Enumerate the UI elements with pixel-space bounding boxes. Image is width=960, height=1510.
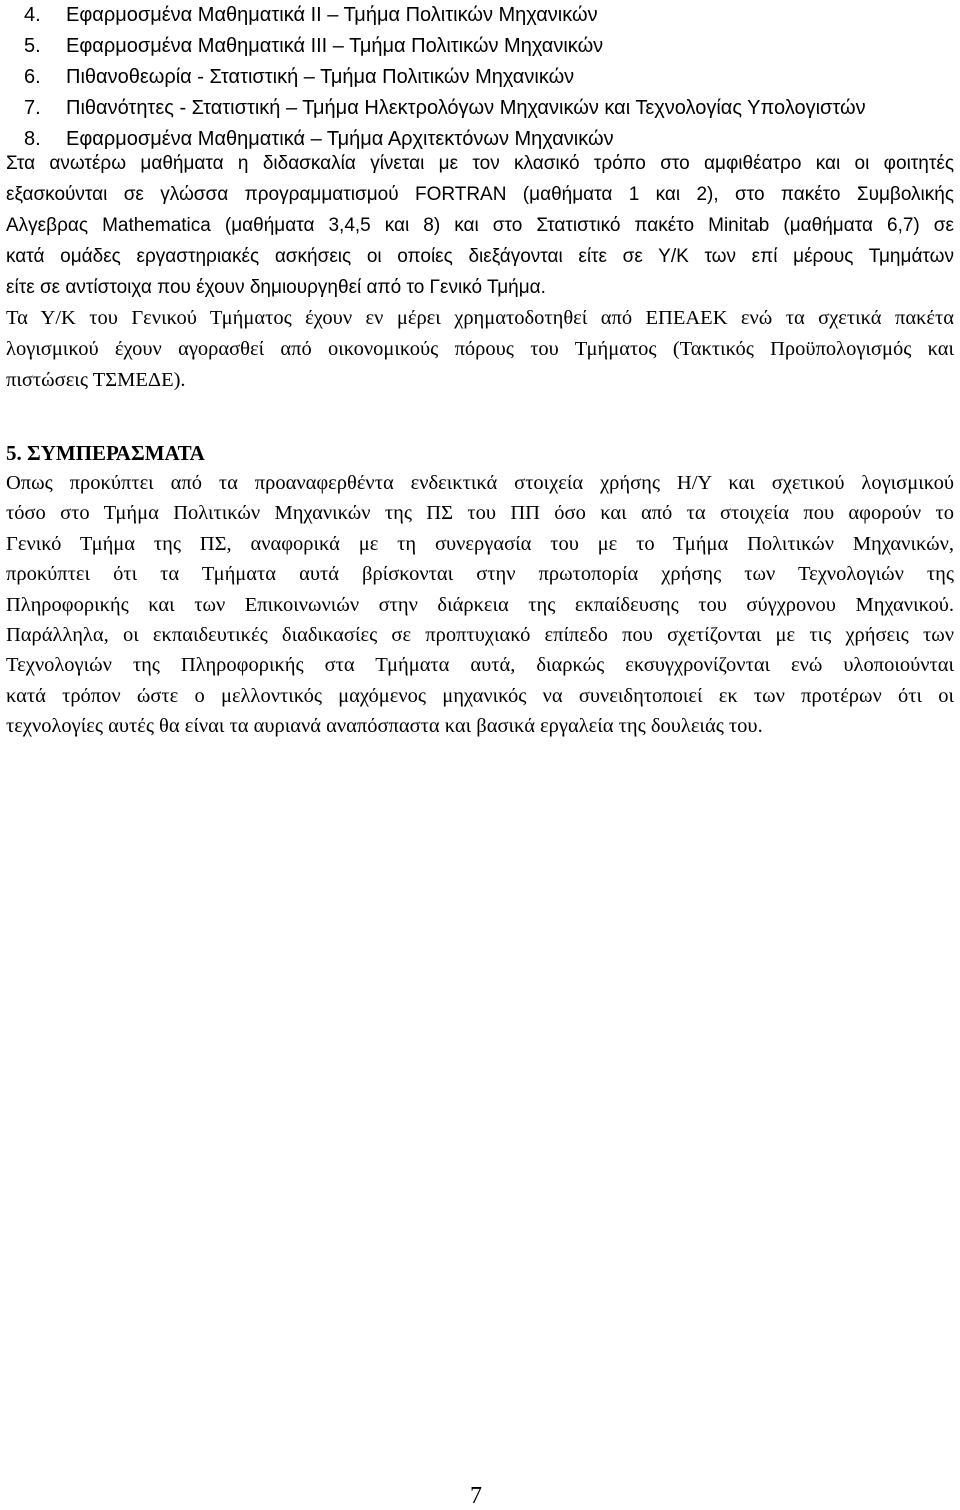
page-number: 7 [470, 1483, 482, 1509]
list-item [24, 93, 944, 124]
paragraph-line: Πληροφορικής και των Επικοινωνιών στην διάρκεια της εκπαίδευσης του σύγχρονου Μηχανικού. [6, 593, 954, 616]
list-item-number: 8. [24, 128, 41, 150]
list-item-text: Πιθανοθεωρία - Στατιστική – Τμήμα Πολιτικών Μηχανικών [66, 66, 575, 88]
paragraph-line: λογισμικού έχουν αγορασθεί από οικονομικούς πόρους του Τμήματος (Τακτικός Προϋπολογισμός και [6, 338, 954, 360]
list-item-text: Εφαρμοσμένα Μαθηματικά ΙΙΙ – Τμήμα Πολιτικών Μηχανικών [66, 35, 604, 57]
paragraph-line: κατά ομάδες εργαστηριακές ασκήσεις οι οποίες διεξάγονται είτε σε Υ/Κ των επί μέρους Τμημάτων [6, 246, 954, 267]
paragraph-line: Στα ανωτέρω μαθήματα η διδασκαλία γίνεται με τον κλασικό τρόπο στο αμφιθέατρο και οι φοιτητές [6, 153, 954, 174]
list-item [24, 0, 944, 31]
list-item [24, 62, 944, 93]
paragraph-line: εξασκούνται σε γλώσσα προγραμματισμού FORTRAN (μαθήματα 1 και 2), στο πακέτο Συμβολικής [6, 184, 954, 205]
paragraph-line: είτε σε αντίστοιχα που έχουν δημιουργηθεί από το Γενικό Τμήμα. [6, 277, 546, 298]
paragraph-conclusions [6, 468, 954, 742]
paragraph-line: Τα Υ/Κ του Γενικού Τμήματος έχουν εν μέρει χρηματοδοτηθεί από ΕΠΕΑΕΚ ενώ τα σχετικά πακέτα [6, 307, 954, 329]
paragraph-line: Τεχνολογιών της Πληροφορικής στα Τμήματα αυτά, διαρκώς εκσυγχρονίζονται ενώ υλοποιούνται [6, 654, 954, 677]
list-item-number: 7. [24, 97, 41, 119]
paragraph-funding [6, 303, 954, 396]
paragraph-teaching-methods [6, 148, 954, 303]
paragraph-line: Παράλληλα, οι εκπαιδευτικές διαδικασίες σε προπτυχιακό επίπεδο που σχετίζονται με τις χρήσεις των [6, 623, 954, 646]
paragraph-line: πιστώσεις ΤΣΜΕΔΕ). [6, 369, 186, 391]
list-item-text: Εφαρμοσμένα Μαθηματικά ΙΙ – Τμήμα Πολιτικών Μηχανικών [66, 4, 598, 26]
list-item-text: Πιθανότητες - Στατιστική – Τμήμα Ηλεκτρολόγων Μηχανικών και Τεχνολογίας Υπολογιστών [66, 97, 866, 119]
list-item-number: 5. [24, 35, 41, 57]
list-item-text: Εφαρμοσμένα Μαθηματικά – Τμήμα Αρχιτεκτόνων Μηχανικών [66, 128, 614, 150]
paragraph-line: Γενικό Τμήμα της ΠΣ, αναφορικά με τη συνεργασία του με το Τμήμα Πολιτικών Μηχανικών, [6, 532, 954, 555]
paragraph-line: Οπως προκύπτει από τα προαναφερθέντα ενδεικτικά στοιχεία χρήσης Η/Υ και σχετικού λογισμικού [6, 472, 954, 494]
paragraph-line: τεχνολογίες αυτές θα είναι τα αυριανά αναπόσπαστα και βασικά εργαλεία της δουλειάς του. [6, 715, 763, 738]
paragraph-line: Αλγεβρας Mathematica (μαθήματα 3,4,5 και 8) και στο Στατιστικό πακέτο Minitab (μαθήματα 6,7) σε [6, 215, 954, 236]
list-item-number: 6. [24, 66, 41, 88]
paragraph-line: τόσο στο Τμήμα Πολιτικών Μηχανικών της ΠΣ του ΠΠ όσο και από τα στοιχεία που αφορούν το [6, 502, 954, 525]
list-item [24, 31, 944, 62]
list-item-number: 4. [24, 4, 41, 26]
paragraph-line: κατά τρόπον ώστε ο μελλοντικός μαχόμενος μηχανικός να συνειδητοποιεί εκ των προτέρων ότι οι [6, 684, 954, 707]
paragraph-line: προκύπτει ότι τα Τμήματα αυτά βρίσκονται στην πρωτοπορία χρήσης των Τεχνολογιών της [6, 563, 954, 586]
course-list [24, 0, 944, 155]
section-heading: 5. ΣΥΜΠΕΡΑΣΜΑΤΑ [6, 441, 205, 465]
